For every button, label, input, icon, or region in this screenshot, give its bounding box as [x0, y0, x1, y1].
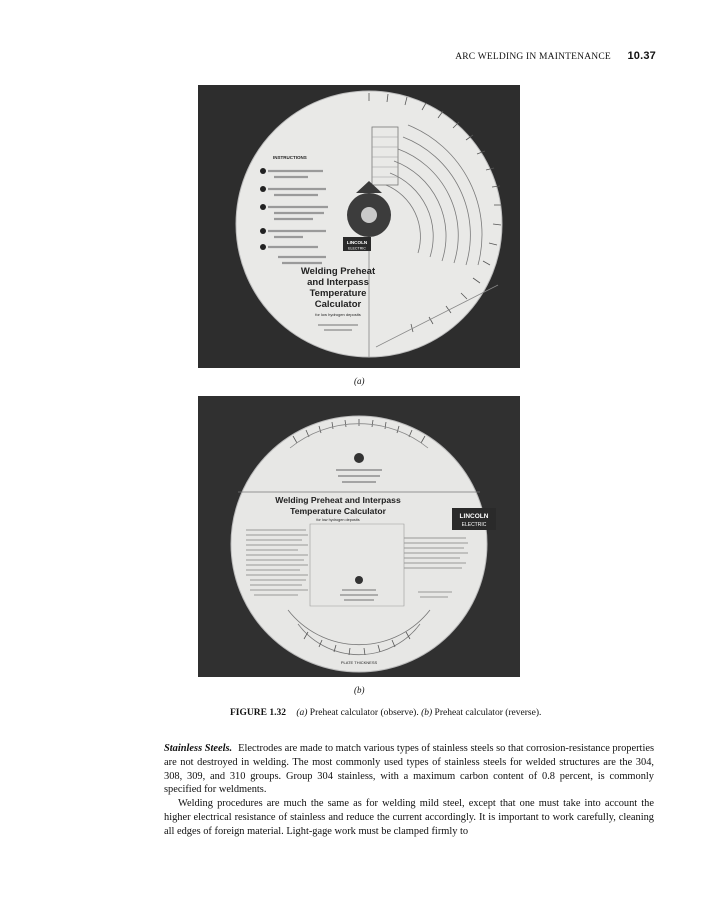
reverse-title-line-2: Temperature Calculator [290, 506, 386, 516]
paragraph-2: Welding procedures are much the same as for welding mild steel, except that one must take into account the higher electrical resistance of stainless and reduce the current accordingly. It is important to work carefully, cleaning all edges of foreign material. Light-gage work must be clamped firmly to [164, 798, 654, 837]
badge-electric-b: ELECTRIC [461, 522, 487, 528]
paragraph-1-text: Electrodes are made to match various types of stainless steels so that corrosion-resistance properties are not destroyed in welding. The most commonly used types of stainless steels for welded structures are the 304, 308, 309, and 310 groups. Group 304 stainless, with a maximum carbon content of 0.8 percent, is commonly specified for weldments. [164, 743, 654, 796]
calculator-front-image [198, 85, 520, 368]
calc-title-line-4: Calculator [314, 299, 362, 310]
figure-photo-b [198, 396, 520, 677]
running-title: ARC WELDING IN MAINTENANCE [455, 52, 611, 62]
reverse-title-line-1: Welding Preheat and Interpass [275, 495, 401, 505]
caption-label: FIGURE 1.32 [230, 708, 286, 718]
badge-lincoln-b: LINCOLN [459, 513, 489, 520]
plate-thickness-arc-label: PLATE THICKNESS [340, 660, 378, 665]
caption-b-tag: (b) [421, 708, 433, 718]
reverse-subtitle: for low hydrogen deposits [316, 518, 360, 522]
calc-title-line-3: Temperature [309, 288, 367, 299]
caption-a-text: Preheat calculator (observe). [309, 708, 419, 718]
badge-electric-a: ELECTRIC [348, 246, 366, 251]
figure-photo-a [198, 85, 520, 368]
page-number: 10.37 [627, 50, 656, 62]
figure-caption [230, 708, 541, 718]
paragraph-1 [164, 742, 654, 797]
calculator-reverse-image [198, 396, 520, 677]
runin-heading: Stainless Steels. [164, 743, 233, 754]
body-text [164, 742, 654, 839]
calc-subtitle-a: for low hydrogen deposits [315, 312, 361, 317]
instructions-heading: INSTRUCTIONS [273, 155, 307, 160]
calc-title-line-1: Welding Preheat [300, 266, 376, 277]
figure-sublabel-a: (a) [354, 376, 365, 386]
running-head [455, 50, 656, 62]
badge-lincoln-a: LINCOLN [346, 240, 368, 245]
calc-title-line-2: and Interpass [307, 277, 369, 288]
caption-a-tag: (a) [296, 708, 308, 718]
figure-sublabel-b: (b) [354, 685, 365, 695]
caption-b-text: Preheat calculator (reverse). [434, 708, 542, 718]
